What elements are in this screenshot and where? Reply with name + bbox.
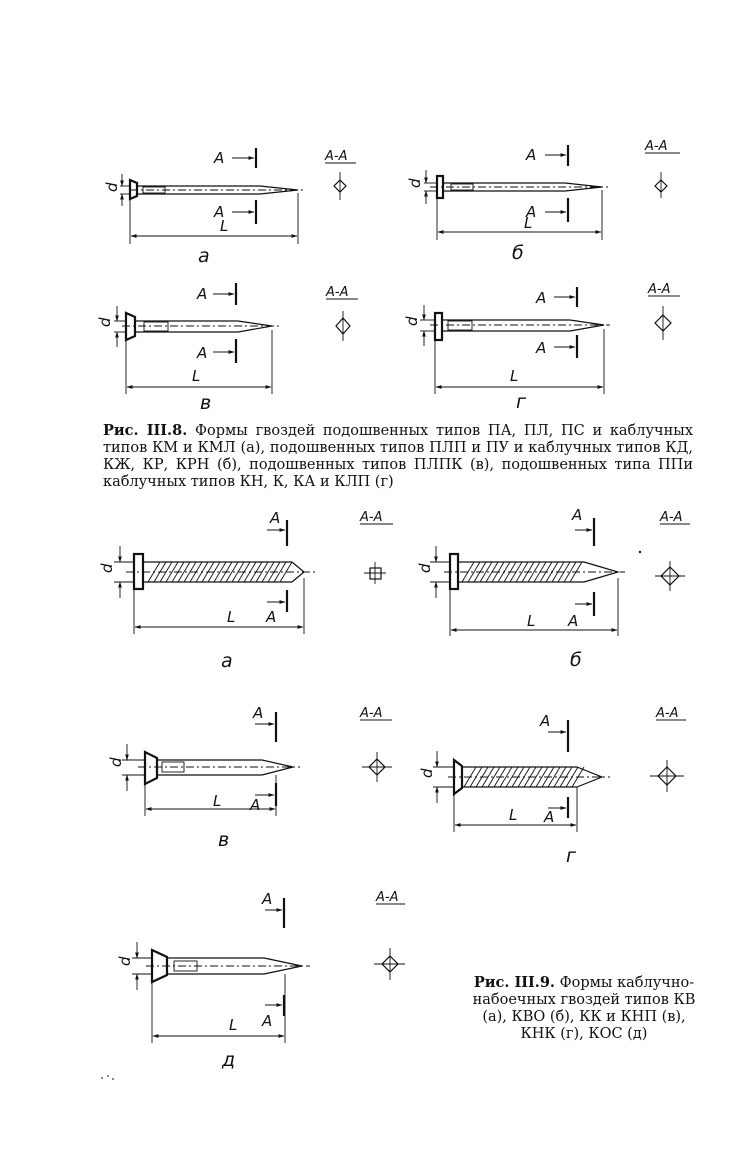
cut-label: А (572, 506, 583, 524)
diameter-dimension (96, 306, 126, 347)
panel-letter: б (570, 649, 582, 671)
fig2-panel-b (416, 506, 690, 671)
diameter-dimension (403, 305, 435, 346)
cut-label: А (214, 203, 225, 221)
length-dimension (152, 974, 285, 1043)
figure-caption (468, 974, 700, 1043)
cut-label: А (262, 1012, 273, 1030)
nail-shank (444, 554, 625, 589)
length-label: L (524, 214, 533, 232)
nail-shank (122, 313, 280, 340)
fig2-panel-d (418, 706, 686, 867)
panel-letter: д (222, 1049, 236, 1071)
fig1-panel-c (96, 283, 358, 414)
length-dimension (437, 190, 602, 240)
cross-section (374, 890, 405, 980)
cut-label: А (270, 509, 281, 527)
diameter-label: d (107, 757, 125, 767)
cut-label: А (197, 285, 208, 303)
cut-label: А (540, 712, 551, 730)
diameter-label: d (96, 317, 114, 327)
diameter-label: d (403, 316, 421, 326)
section-cut-marks (567, 506, 594, 630)
length-dimension (454, 787, 577, 832)
cut-label: А (526, 203, 537, 221)
diameter-dimension (107, 744, 145, 791)
diameter-label: d (416, 563, 434, 573)
panel-letter: г (516, 391, 526, 413)
length-dimension (435, 329, 604, 394)
panel-letter: а (198, 245, 210, 267)
caption-text: Формы каблучно-набоечных гвоздей типов КВ (а), КВО (б), КК и КНП (в), КНК (г), КОС (д) (472, 975, 696, 1042)
nail-shank (448, 760, 610, 794)
cut-label: А (197, 344, 208, 362)
diameter-label: d (116, 956, 134, 966)
section-cut-marks (539, 712, 568, 826)
cross-section (650, 706, 686, 792)
cut-label: А (253, 704, 264, 722)
fig1-panel-d (403, 282, 680, 413)
section-label: А-А (376, 890, 399, 905)
length-dimension (126, 330, 272, 394)
cross-section (639, 510, 690, 591)
section-label: А-А (660, 510, 683, 525)
panel-letter: а (221, 650, 233, 672)
section-cut-marks (535, 287, 577, 358)
cut-label: А (544, 808, 555, 826)
section-label: А-А (656, 706, 679, 721)
nail-shank (130, 180, 305, 199)
diameter-label: d (418, 768, 436, 778)
cut-label: А (536, 289, 547, 307)
diameter-label: d (103, 182, 121, 192)
fig2-panel-c (107, 704, 392, 851)
cut-label: А (536, 339, 547, 357)
cross-section (359, 706, 392, 782)
length-label: L (229, 1016, 238, 1034)
section-cut-marks (249, 704, 276, 814)
panel-letter: г (566, 845, 576, 867)
cut-label: А (568, 612, 579, 630)
fig2-panel-a (98, 509, 393, 672)
section-label: А-А (360, 510, 383, 525)
figure-number: Рис. III.8. (103, 422, 188, 439)
length-label: L (192, 367, 201, 385)
diameter-dimension (103, 174, 130, 206)
diameter-label: d (98, 563, 116, 573)
figure-caption (103, 422, 693, 491)
panel-letter: б (512, 242, 524, 264)
length-dimension (134, 578, 304, 634)
fig2-panel-e (116, 890, 405, 1071)
caption-text: Формы гвоздей подошвенных типов ПА, ПЛ, ПС и каблучных типов КМ и КМЛ (а), подошвенных типов ПЛП и ПУ и каблучных типов КД, КЖ, КР, КРН (б), подошвенных типов ПЛПК (в), подошвенных типа ППи каблучных типов КН, К, КА и КЛП (г) (103, 423, 693, 490)
nail-shank (126, 554, 318, 589)
scan-specks (101, 1075, 114, 1080)
cut-label: А (526, 146, 537, 164)
cross-section (325, 285, 358, 341)
cut-label: А (250, 796, 261, 814)
section-label: А-А (648, 282, 671, 297)
length-label: L (510, 367, 519, 385)
cross-section (359, 510, 393, 584)
section-cut-marks (196, 283, 236, 363)
panel-letter: в (200, 392, 212, 414)
length-label: L (213, 792, 222, 810)
length-label: L (527, 612, 536, 630)
section-label: А-А (360, 706, 383, 721)
cut-label: А (262, 890, 273, 908)
nail-shank (430, 313, 610, 340)
cross-section (324, 149, 356, 200)
fig1-panel-b (406, 139, 680, 264)
length-label: L (509, 806, 518, 824)
fig1-panel-a (103, 148, 356, 267)
length-dimension (450, 578, 618, 636)
section-label: А-А (645, 139, 668, 154)
cut-label: А (214, 149, 225, 167)
figure-number: Рис. III.9. (473, 974, 555, 991)
section-label: А-А (326, 285, 349, 300)
panel-letter: в (218, 829, 230, 851)
nail-shank (430, 176, 608, 198)
section-cut-marks (265, 509, 287, 626)
cut-label: А (266, 608, 277, 626)
length-label: L (227, 608, 236, 626)
length-label: L (220, 217, 229, 235)
diameter-label: d (406, 178, 424, 188)
cross-section (644, 139, 680, 198)
cross-section (647, 282, 680, 340)
section-label: А-А (325, 149, 348, 164)
